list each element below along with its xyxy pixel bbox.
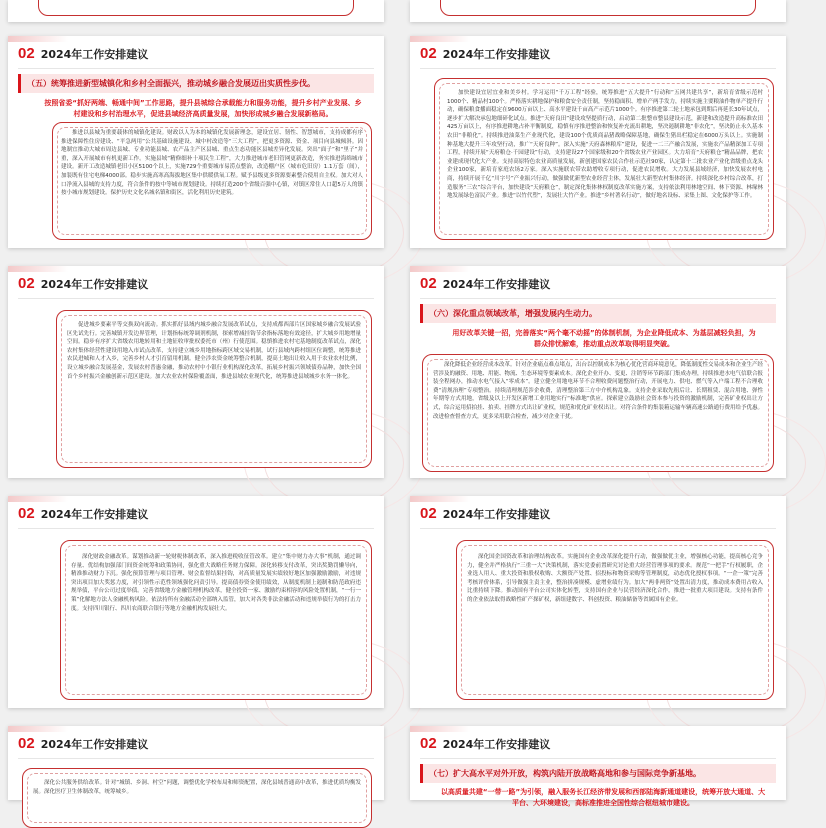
section-heading: （六）深化重点领域改革，增强发展内生动力。 [420, 304, 776, 323]
lead-text: 按照省委“抓好两端、畅通中间”工作思路，提升县城综合承载能力和服务功能，提升乡村产业发展、乡村建设和乡村治理水平，促进县域经济高质量发展，加快形成城乡融合发展新格局。 [44, 99, 362, 118]
section-number: 02 [18, 505, 35, 522]
slide-fiscal-finance [8, 496, 384, 708]
slide-title: 2024年工作安排建议 [40, 48, 149, 61]
section-number: 02 [420, 735, 437, 752]
slide-header [18, 275, 148, 292]
slide-opening-up [410, 726, 786, 807]
section-heading: （五）统筹推进新型城镇化和乡村全面振兴，推动城乡融合发展迈出实质性步伐。 [18, 74, 374, 93]
section-number: 02 [18, 735, 35, 752]
slide-key-reforms [410, 266, 786, 478]
section-number: 02 [420, 45, 437, 62]
slide-title: 2024年工作安排建议 [442, 508, 551, 521]
slide-title: 2024年工作安排建议 [442, 278, 551, 291]
slide-top-partial-left [8, 0, 384, 22]
body-text: 深化国企国资改革和治理结构改革。实施国有企业改革深化提升行动，做强做优主业，增强核心功能，提高核心竞争力，健全并严格执行“三重一大”决策机制，落实党委前置研究讨论重大经营管理事项的要求。规范“一把手”行权履职，企业选人用人、重大投资和股权收购、大额资产处置、招投标和物资采购等管理制度，动态优化授权事项。“一企一策”完善考核评价体系，引导做强主责主业，整治拼凑规模、虚增业绩行为。加大“两非两资”处置出清力度，推动成本费用占收入比重持续下降。推动国有平台公司实体化转型，支持国有企业与民营经济深化合作，推进一批重大项目建设。支持有条件的企业依法取得战略性矿产探矿权，新组建数字、科创投资、粮油储备等省属国有企业。 [467, 554, 763, 603]
body-text: 深化财政金融改革。谋划推动新一轮财税体制改革，深入推进税收征管改革。建立“集中财力办大事”机制，通过调存量、优结构加强部门间资金统筹和政策协同，强化重大战略任务财力保障。深化转移支付改革，突出奖勤罚懒导向，精准推动财力下沉。强化预算管理与项目管理、财会监督结果挂钩，对高质量发展实绩较好地区加强激励激励，对违规突出项目加大奖惩力度，对引领性示范性领域强化问责引导。提高债券资金使用绩效，从制度机制上遏制和防范政府违规举债，平台公司过度举债。完善省级地方金融管理机构改革，健全投资一家、激励约束相容的风险处置机制，“一行一策”化解地方法人金融机构风险。依法持所有金融活动全部纳入监管，加大对各类非法金融活动和违规举债行为的打击力度。支持四川银行、四川农商联合银行等地方金融机构发展壮大。 [71, 554, 361, 612]
content-box [456, 540, 774, 700]
slide-title: 2024年工作安排建议 [40, 278, 149, 291]
content-box [56, 310, 372, 468]
body-text: 促进城乡要素平等交换双向流动。抓实抓好县域内城乡融合发展改革试点，支持成都西部片区国家城乡融合发展试验区先试先行。完善城镇开发边界管理，计划指标统筹调剂机制，探索增减挂钩节余指标落地有效途径，扩大城乡用地增量空间。稳步有序扩大省级农用地转用和土地征收审批权委托市（州）行使范围。稳慎推进农村宅基地制度改革试点，深化农村集体经营性建设用地入市试点改革，支持建立城乡用地指标跨区域交易机制，试行县域内跨村组区位调整，统筹推进农民进城和人才入乡，完善乡村人才引育留用机制。健全涉农资金统筹整合机制，提高土地出让收入用于农业农村比例，设立城乡融合发展基金，发展农村普惠金融，推动农村中小银行业机构深化改革，拓展乡村振兴领域债券品种，加快全国首个乡村振兴金融创新示范区建设。加大农业农村保险覆盖面，推进县域农业现代化，统筹推进县域城乡水务一体化。 [67, 322, 361, 380]
content-box [52, 122, 372, 240]
slide-header [18, 505, 148, 522]
body-text: 深化公共服务供给改革。针对“城镇、乡洞、村空”问题，调整优化学校布局和师资配置，深化县域普通高中改革，推进优质均衡发展。深化医疗卫生体制改革，统筹城乡。 [33, 780, 361, 795]
lead-text: 以高质量共建“一带一路”为引领，融入服务长江经济带发展和西部陆海新通道建设，统筹开放大通道、大平台、大环境建设，高标准推进全国性综合枢纽城市建设。 [440, 788, 766, 807]
body-text: 加快建设宜居宜业和美乡村。学习运用“千万工程”经验，统筹推进“五大提升”行动和“五网共建共享”，新培育省级示范村1000个、精品村100个。严格落实耕地保护和粮食安全责任制，坚持稳面积、增单产两手发力，持续实施主要粮油作物单产提升行动，确保粮食播面稳定在9600万亩以上、高水平建设千亩高产示范片1000个。有序推进第二轮土地承包到期后再延长30年试点，逐步扩大解决承包地细碎化试点。推进“天府良田”建设攻坚提质行动，启动第二批整市整县建设示范，新建和改造提升高标准农田425万亩以上，有序推进耕地占补平衡制度，稳慎有序推进整治和恢复补充流出耕地，坚决遏制耕地“非农化”，坚决防止永久基本农田“非粮化”。持续推进油菜生产业现代化，建设100个优质商品猪战略保障基地，确保生猪出栏稳定在6000万头以上。实施制种基地大提升三年攻坚行动，推广“天府良种”。深入实施“天府森林粮库”建设，促进一二三产融合发展，实施农产品精深加工专项工程，持续开展“天府粮仓·千园建设”行动，支持建设27个国家级和20个省级农业产业园区。大力培育“天府粮仓”精品品牌，把农业建成现代化大产业。支持高原特色农业高质量发展，新创建国家农民合作社示范社90家，认定第十二批农业产业化省级重点龙头企业100家，新培育家庭农场2万家。深入实施联农带农助增收专项行动，促进农民增收。大力发展县域经济，加快发展农村电商，持续开展千亿“川字号”产业振兴行动，做强做优新型农业经营主体，发展壮大新型农村集体经济。持续深化乡村综合改革，打造服务“三农”综合平台，加快建设“天府粮仓”，制定深化集体林权制度改革实施方案，支持依法利用林地空间、林下资源、林缘林地发展绿色富民产业。推进“以竹代塑”，发展壮大竹产业。推进“乡村著名行动”，做好地名设标、采集上图、文化保护等工作。 [447, 90, 763, 200]
slide-public-services [8, 726, 384, 800]
slide-header [420, 275, 550, 292]
slide-header [18, 45, 148, 62]
content-box [60, 540, 372, 700]
section-number: 02 [420, 505, 437, 522]
content-box [434, 78, 774, 240]
slide-top-partial-right [410, 0, 786, 22]
content-box [422, 354, 774, 472]
slide-header [420, 735, 550, 752]
lead-text: 用好改革关键一招，完善落实“两个毫不动摇”的体制机制，为企业降低成本、为基层减轻负担，为群众排忧解难，推动重点改革取得明显突破。 [452, 329, 756, 348]
body-text: 推进以县城为重要载体的城镇化建设。财政以人为本的城镇化发展新理念，建设宜居、韧性、智慧城市，支持成都有序推进保障性住房建设、“平急两用”公共基础设施建设、城中村改造等“三大工程”，把更多资源、资金、项目向县城倾斜。因地制宜推动大城市周边县城、专业功能县城、农产品主产区县城、重点生态功能区县城差异化发展。突出“面子”和“里子”并重，深入开展城市有机更新工作。实施县域“精修细补十项民生工程”，大力推进城市老旧管网更新改造，务实推进海绵城市建设。新开工改造城镇老旧小区5100个以上，实施729个重要城市易涝点整治，改造棚户区（城市危旧房）1.1万套（间），加装既有住宅电梯4000部。稳步实施高寒高海拔地区集中供暖供氧工程。赋予县级更多资源要素整合使用自主权。加大对人口净流入县城的支持力度，符合条件的按中等城市规划建设。持续打造200个省级百强中心镇，对镇区常住人口超5万人的镇按小城市规划建设。保护历史文化名城名镇和街区，活化利用历史建筑。 [61, 130, 363, 197]
section-number: 02 [18, 45, 35, 62]
slide-rural-construction [410, 36, 786, 248]
slide-soe-reform [410, 496, 786, 708]
content-box [22, 768, 372, 828]
slide-title: 2024年工作安排建议 [40, 508, 149, 521]
slide-title: 2024年工作安排建议 [442, 738, 551, 751]
slide-header [420, 45, 550, 62]
section-number: 02 [18, 275, 35, 292]
slide-header [18, 735, 148, 752]
body-text: 深化降低企业经营成本改革。针对企业痛点难点堵点，出台以控制成本为核心优化营商环境意见，降低制度性交易成本和企业生产经营涉及的融资、用地、用能、物流、生态环境等要素成本。深化企业开办、变更、注销等环节跨部门集成办理，持续推进水电气信联合报装全程网办，推动水电气接入“零成本”。建立健全用地电环节不合理收费问题整治行动，开展电力、供电、燃气等入户端工程不合理收费“清规治理”专项整治。持续清理规范涉企收费，清理整治第三方中介机构乱象。支持企业采取先租后让、长期租赁、混合用地、弹性年期等方式用地，省级及以上开发区新增工业用地实行“标准地”供应。探索建立鼓励社会资本参与投资的激励机制，完善矿业权出让方式，综合运用招拍挂、拍卖、挂牌方式出让矿业权，规范和优化矿业权出让。对符合条件的集装箱运输车辆高速公路通行费用给予优惠。改进检查督查方式，更多采用联合检查，减少对企业干扰。 [433, 362, 764, 420]
slide-urbanization [8, 36, 384, 248]
slide-header [420, 505, 550, 522]
section-number: 02 [420, 275, 437, 292]
slide-urban-rural-factors [8, 266, 384, 478]
slide-title: 2024年工作安排建议 [40, 738, 149, 751]
slide-title: 2024年工作安排建议 [442, 48, 551, 61]
section-heading: （七）扩大高水平对外开放，构筑内陆开放战略高地和参与国际竞争新基地。 [420, 764, 776, 783]
